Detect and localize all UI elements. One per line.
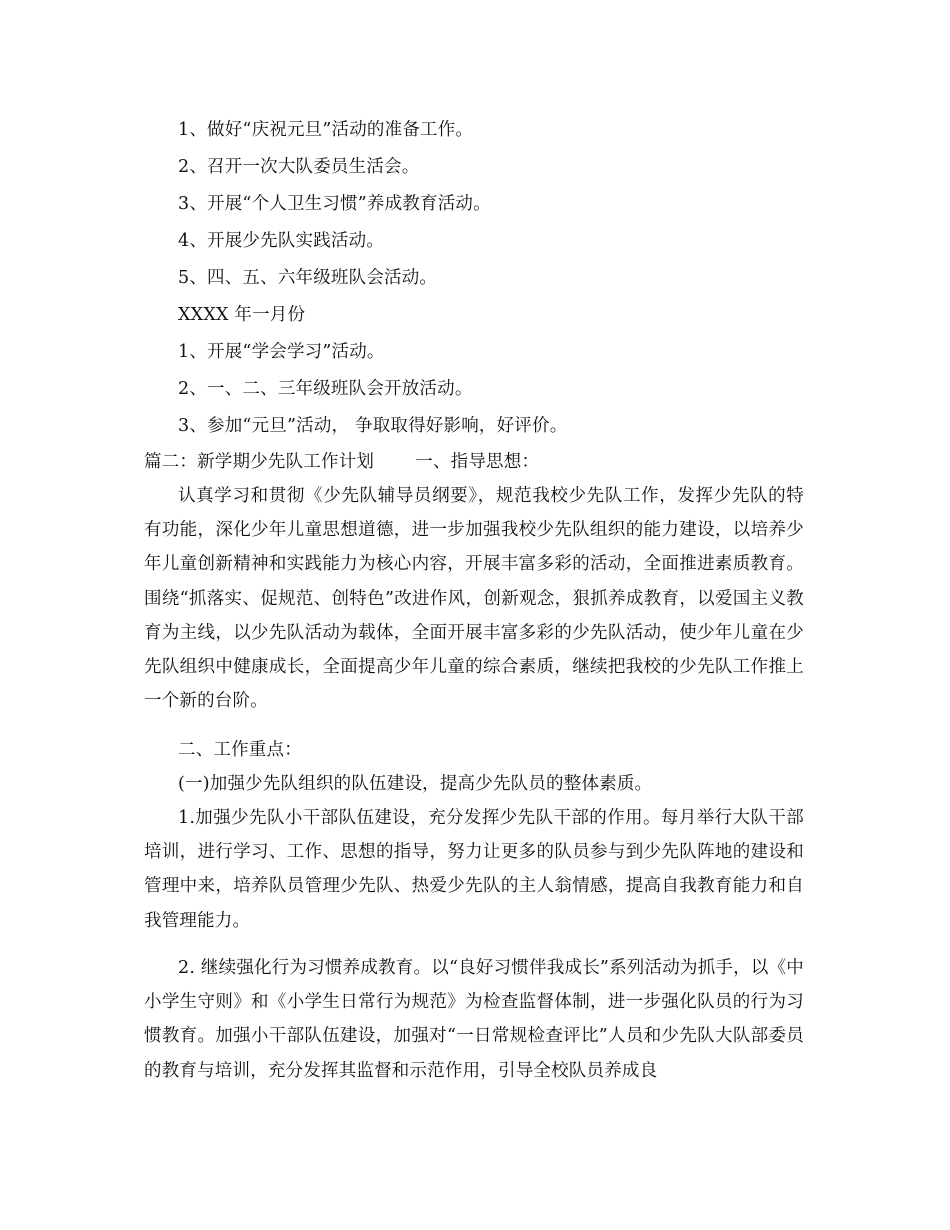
december-item-4: 4、开展少先队实践活动。 bbox=[178, 231, 385, 251]
december-item-5: 5、四、五、六年级班队会活动。 bbox=[178, 268, 438, 288]
january-heading: XXXX 年一月份 bbox=[178, 305, 306, 325]
guiding-paragraph: 认真学习和贯彻《少先队辅导员纲要》，规范我校少先队工作，发挥少先队的特有功能，深化少年儿童思想道德，进一步加强我校少先队组织的能力建设，以培养少年儿童创新精神和实践能力为核心内容，开展丰富多彩的活动，全面推进素质教育。围绕“抓落实、促规范、创特色”改进作风，创新观念，狠抓养成教育，以爱国主义教育为主线，以少先队活动为载体，全面开展丰富多彩的少先队活动，使少年儿童在少先队组织中健康成长，全面提高少年儿童的综合素质，继续把我校的少先队工作推上一个新的台阶。 bbox=[144, 486, 804, 712]
point-2-paragraph: 2. 继续强化行为习惯养成教育。以“良好习惯伴我成长”系列活动为抓手，以《中小学生守则》和《小学生日常行为规范》为检查监督体制，进一步强化队员的行为习惯教育。加强小干部队伍建设，加强对“一日常规检查评比”人员和少先队大队部委员的教育与培训，充分发挥其监督和示范作用，引导全校队员养成良 bbox=[144, 958, 804, 1081]
january-item-1: 1、开展“学会学习”活动。 bbox=[178, 342, 385, 362]
january-item-2: 2、一、二、三年级班队会开放活动。 bbox=[178, 379, 473, 399]
december-item-1: 1、做好“庆祝元旦”活动的准备工作。 bbox=[178, 120, 474, 140]
point-1-paragraph: 1.加强少先队小干部队伍建设，充分发挥少先队干部的作用。每月举行大队干部培训，进行学习、工作、思想的指导，努力让更多的队员参与到少先队阵地的建设和管理中来，培养队员管理少先队、热爱少先队的主人翁情感，提高自我教育能力和自我管理能力。 bbox=[144, 808, 804, 931]
january-item-3: 3、参加“元旦”活动， 争取取得好影响，好评价。 bbox=[178, 416, 568, 436]
key-points-heading: 二、工作重点： bbox=[178, 740, 302, 760]
section-title: 篇二：新学期少先队工作计划 一、指导思想： bbox=[144, 452, 540, 472]
december-item-2: 2、召开一次大队委员生活会。 bbox=[178, 157, 420, 177]
subheading-1: (一)加强少先队组织的队伍建设，提高少先队员的整体素质。 bbox=[178, 774, 653, 794]
december-item-3: 3、开展“个人卫生习惯”养成教育活动。 bbox=[178, 194, 491, 214]
